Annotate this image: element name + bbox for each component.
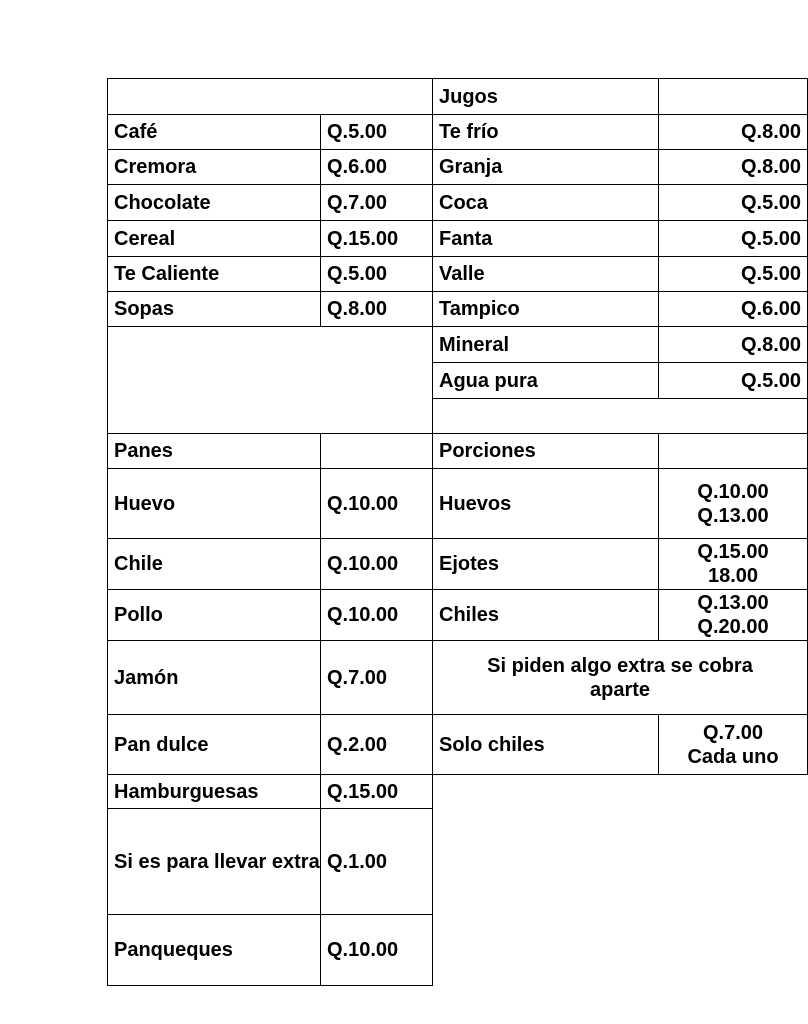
item-name: Valle — [433, 257, 659, 292]
empty-cell — [108, 79, 433, 115]
item-name: Chocolate — [108, 185, 321, 221]
item-price: Q.10.00 — [321, 915, 433, 986]
price-line: Cada uno — [687, 745, 779, 768]
item-name: Jamón — [108, 641, 321, 715]
item-price: Q.5.00 — [659, 363, 808, 399]
table-row — [108, 185, 808, 221]
item-name: Café — [108, 115, 321, 150]
menu-table — [107, 78, 808, 986]
table-row — [108, 539, 808, 590]
item-name: Chile — [108, 539, 321, 590]
item-name: Coca — [433, 185, 659, 221]
price-line: Q.10.00 — [697, 480, 769, 503]
item-price: Q.8.00 — [659, 327, 808, 363]
item-name: Te Caliente — [108, 257, 321, 292]
item-price: Q.5.00 — [321, 257, 433, 292]
item-name: Agua pura — [433, 363, 659, 399]
note-line: aparte — [589, 678, 651, 701]
item-price: Q.1.00 — [321, 809, 433, 915]
empty-cell — [108, 327, 433, 434]
item-price: Q.2.00 — [321, 715, 433, 775]
table-row — [108, 221, 808, 257]
empty-cell — [433, 399, 808, 434]
item-price — [659, 469, 808, 539]
price-line: Q.13.00 — [697, 504, 769, 527]
item-price: Q.5.00 — [321, 115, 433, 150]
empty-cell — [321, 434, 433, 469]
item-price: Q.7.00 — [321, 185, 433, 221]
table-row — [108, 115, 808, 150]
item-name: Fanta — [433, 221, 659, 257]
panes-header: Panes — [108, 434, 321, 469]
item-name: Hamburguesas — [108, 775, 321, 809]
table-row — [108, 150, 808, 185]
item-price: Q.6.00 — [321, 150, 433, 185]
jugos-header: Jugos — [433, 79, 659, 115]
price-line: Q.20.00 — [697, 616, 769, 638]
item-name: Sopas — [108, 292, 321, 327]
item-price: Q.8.00 — [659, 150, 808, 185]
item-name: Si es para llevar extra — [108, 809, 321, 915]
price-line: 18.00 — [707, 565, 759, 587]
note-line: Si piden algo extra se cobra — [487, 654, 753, 677]
item-price: Q.15.00 — [321, 221, 433, 257]
table-row — [108, 775, 808, 809]
price-line: Q.13.00 — [697, 592, 769, 614]
table-row — [108, 641, 808, 715]
table-row — [108, 590, 808, 641]
item-price: Q.8.00 — [321, 292, 433, 327]
item-price — [659, 715, 808, 775]
price-line: Q.15.00 — [697, 541, 769, 563]
table-row — [108, 434, 808, 469]
item-price: Q.8.00 — [659, 115, 808, 150]
table-row — [108, 292, 808, 327]
table-row — [108, 469, 808, 539]
item-name: Huevos — [433, 469, 659, 539]
item-price: Q.7.00 — [321, 641, 433, 715]
table-row — [108, 327, 808, 363]
item-name: Panqueques — [108, 915, 321, 986]
item-name: Granja — [433, 150, 659, 185]
item-price: Q.5.00 — [659, 257, 808, 292]
item-name: Pan dulce — [108, 715, 321, 775]
porciones-header: Porciones — [433, 434, 659, 469]
item-name: Pollo — [108, 590, 321, 641]
table-row — [108, 715, 808, 775]
empty-cell — [433, 775, 808, 986]
table-row — [108, 79, 808, 115]
empty-cell — [659, 434, 808, 469]
item-price — [659, 590, 808, 641]
item-name: Chiles — [433, 590, 659, 641]
item-price: Q.15.00 — [321, 775, 433, 809]
item-name: Cereal — [108, 221, 321, 257]
item-price: Q.10.00 — [321, 469, 433, 539]
item-price: Q.6.00 — [659, 292, 808, 327]
item-name: Mineral — [433, 327, 659, 363]
item-price: Q.5.00 — [659, 221, 808, 257]
item-name: Te frío — [433, 115, 659, 150]
item-name: Tampico — [433, 292, 659, 327]
extra-note — [433, 641, 808, 715]
price-line: Q.7.00 — [702, 721, 764, 744]
item-price: Q.10.00 — [321, 590, 433, 641]
item-price: Q.5.00 — [659, 185, 808, 221]
item-price — [659, 539, 808, 590]
item-price: Q.10.00 — [321, 539, 433, 590]
table-row — [108, 257, 808, 292]
item-name: Solo chiles — [433, 715, 659, 775]
empty-cell — [659, 79, 808, 115]
item-name: Cremora — [108, 150, 321, 185]
item-name: Ejotes — [433, 539, 659, 590]
item-name: Huevo — [108, 469, 321, 539]
